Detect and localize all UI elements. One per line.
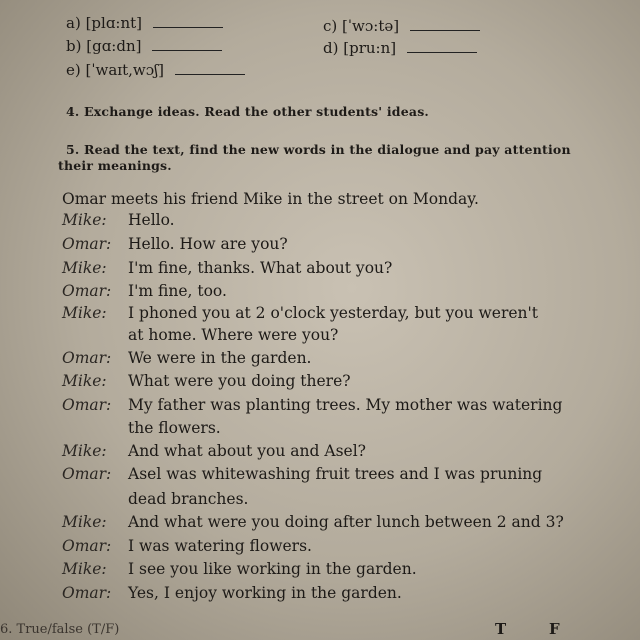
speaker-label: Mike: <box>62 442 107 460</box>
speaker-label: Omar: <box>62 349 112 367</box>
transcription-item-b: b) [gɑ:dn] <box>66 37 222 55</box>
false-column-header: F <box>549 620 560 638</box>
dialogue-line-cont: the flowers. <box>128 419 221 437</box>
exercise-5-heading: 5. Read the text, find the new words in the dialogue and pay attention <box>66 142 571 157</box>
speaker-label: Mike: <box>62 560 107 578</box>
dialogue-line: I see you like working in the garden. <box>128 560 417 578</box>
speaker-label: Mike: <box>62 211 107 229</box>
transcription-item-d: d) [pru:n] <box>323 39 477 57</box>
transcription-item-c: c) [ˈwɔ:tə] <box>323 17 480 35</box>
exercise-5-heading-cont: their meanings. <box>58 158 172 173</box>
speaker-label: Mike: <box>62 259 107 277</box>
speaker-label: Omar: <box>62 396 112 414</box>
speaker-label: Omar: <box>62 584 112 602</box>
dialogue-line: I'm fine, too. <box>128 282 227 300</box>
dialogue-line: Hello. <box>128 211 175 229</box>
speaker-label: Mike: <box>62 513 107 531</box>
speaker-label: Omar: <box>62 235 112 253</box>
dialogue-intro: Omar meets his friend Mike in the street on Monday. <box>62 190 479 208</box>
answer-blank[interactable] <box>175 74 245 75</box>
dialogue-line: What were you doing there? <box>128 372 351 390</box>
dialogue-line-cont: at home. Where were you? <box>128 326 339 344</box>
dialogue-line-cont: dead branches. <box>128 490 249 508</box>
exercise-4-heading: 4. Exchange ideas. Read the other students' ideas. <box>66 104 429 119</box>
dialogue-line: And what about you and Asel? <box>128 442 366 460</box>
speaker-label: Omar: <box>62 465 112 483</box>
speaker-label: Mike: <box>62 304 107 322</box>
transcription-item-a: a) [plɑ:nt] <box>66 14 223 32</box>
dialogue-line: My father was planting trees. My mother was watering <box>128 396 563 414</box>
speaker-label: Mike: <box>62 372 107 390</box>
dialogue-line: Yes, I enjoy working in the garden. <box>128 584 402 602</box>
speaker-label: Omar: <box>62 282 112 300</box>
dialogue-line: Asel was whitewashing fruit trees and I was pruning <box>128 465 543 483</box>
dialogue-line: We were in the garden. <box>128 349 312 367</box>
speaker-label: Omar: <box>62 537 112 555</box>
dialogue-line: Hello. How are you? <box>128 235 288 253</box>
answer-blank[interactable] <box>407 52 477 53</box>
answer-blank[interactable] <box>410 30 480 31</box>
true-column-header: T <box>495 620 507 638</box>
dialogue-line: I'm fine, thanks. What about you? <box>128 259 393 277</box>
answer-blank[interactable] <box>153 27 223 28</box>
dialogue-line: And what were you doing after lunch between 2 and 3? <box>128 513 564 531</box>
transcription-item-e: e) [ˈwaɪt,wɔʃ] <box>66 61 245 79</box>
dialogue-line: I phoned you at 2 o'clock yesterday, but you weren't <box>128 304 539 322</box>
next-exercise-fragment: 6. True/false (T/F) <box>0 622 120 637</box>
answer-blank[interactable] <box>152 50 222 51</box>
dialogue-line: I was watering flowers. <box>128 537 312 555</box>
